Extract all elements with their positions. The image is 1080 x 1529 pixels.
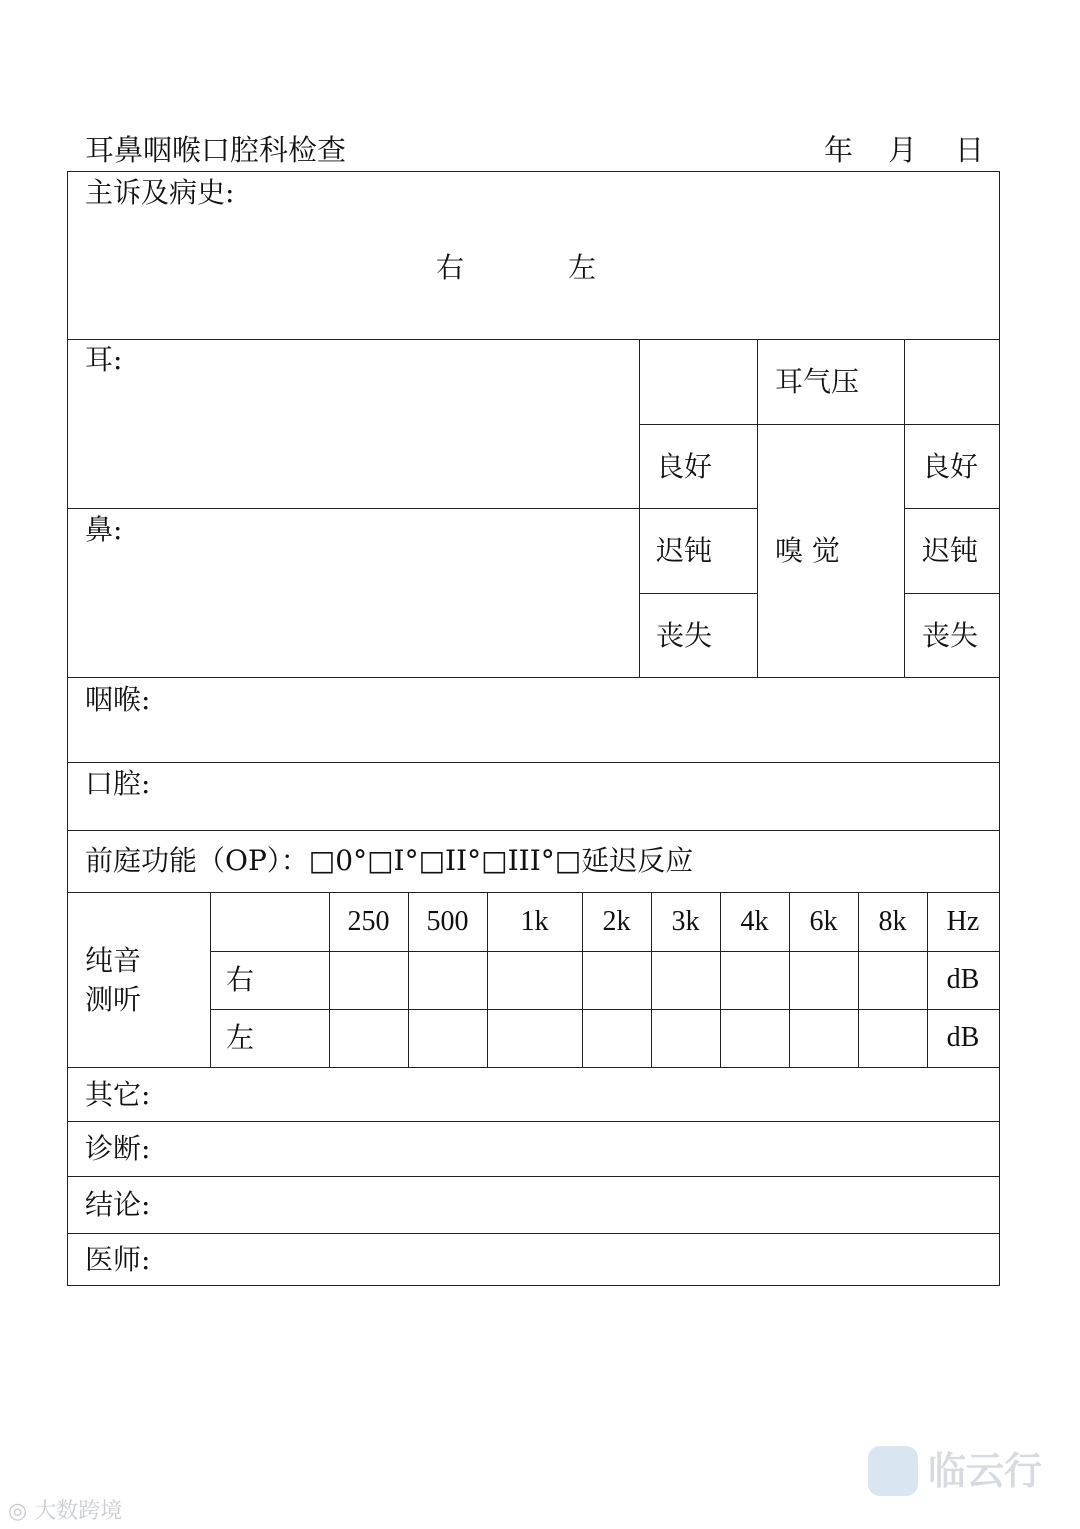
audiometry-label-line2: 测听 xyxy=(85,983,142,1016)
smell-left-dull: 迟钝 xyxy=(922,534,979,567)
date-day: 日 xyxy=(955,133,985,167)
freq-8k: 8k xyxy=(878,906,907,937)
smell-right-good: 良好 xyxy=(656,450,713,483)
conclusion-label: 结论: xyxy=(85,1188,151,1221)
audiometry-label-line1: 纯音 xyxy=(85,944,142,977)
watermark-bottom-right-text: 临云行 xyxy=(928,1449,1043,1493)
vestibular-label: 前庭功能（OP）：□0°□I°□II°□III°□延迟反应 xyxy=(85,844,694,877)
mouth-label: 口腔: xyxy=(85,767,151,800)
doctor-label: 医师: xyxy=(85,1243,151,1276)
db-unit-right: dB xyxy=(946,964,980,995)
freq-unit-hz: Hz xyxy=(946,906,980,937)
watermark-bottom-left-text: 大数跨境 xyxy=(34,1499,123,1524)
history-left-label: 左 xyxy=(568,251,597,284)
smell-right-lost: 丧失 xyxy=(656,619,713,652)
ear-pressure-label: 耳气压 xyxy=(775,365,860,398)
history-label: 主诉及病史: xyxy=(85,176,235,209)
freq-1k: 1k xyxy=(520,906,549,937)
smell-left-good: 良好 xyxy=(922,450,979,483)
smell-right-dull: 迟钝 xyxy=(656,534,713,567)
watermark-logo-icon: ◎ xyxy=(8,1499,28,1524)
diagnosis-label: 诊断: xyxy=(85,1132,151,1165)
db-unit-left: dB xyxy=(946,1022,980,1053)
freq-250: 250 xyxy=(347,906,390,937)
freq-6k: 6k xyxy=(809,906,838,937)
watermark-bottom-right xyxy=(868,1440,1058,1510)
date-month: 月 xyxy=(888,133,918,167)
audiometry-right-label: 右 xyxy=(226,963,255,996)
freq-3k: 3k xyxy=(671,906,700,937)
cloud-logo-icon xyxy=(868,1446,918,1496)
history-right-label: 右 xyxy=(436,251,465,284)
watermark-bottom-left xyxy=(8,1494,122,1525)
throat-label: 咽喉: xyxy=(85,683,151,716)
nose-label: 鼻: xyxy=(85,513,123,546)
freq-500: 500 xyxy=(426,906,469,937)
form-title: 耳鼻咽喉口腔科检查 xyxy=(85,133,347,167)
ear-label: 耳: xyxy=(85,343,123,376)
smell-left-lost: 丧失 xyxy=(922,619,979,652)
date-year: 年 xyxy=(824,133,854,167)
audiometry-left-label: 左 xyxy=(226,1021,255,1054)
freq-2k: 2k xyxy=(602,906,631,937)
smell-label: 嗅 觉 xyxy=(775,534,840,567)
other-label: 其它: xyxy=(85,1078,151,1111)
freq-4k: 4k xyxy=(740,906,769,937)
